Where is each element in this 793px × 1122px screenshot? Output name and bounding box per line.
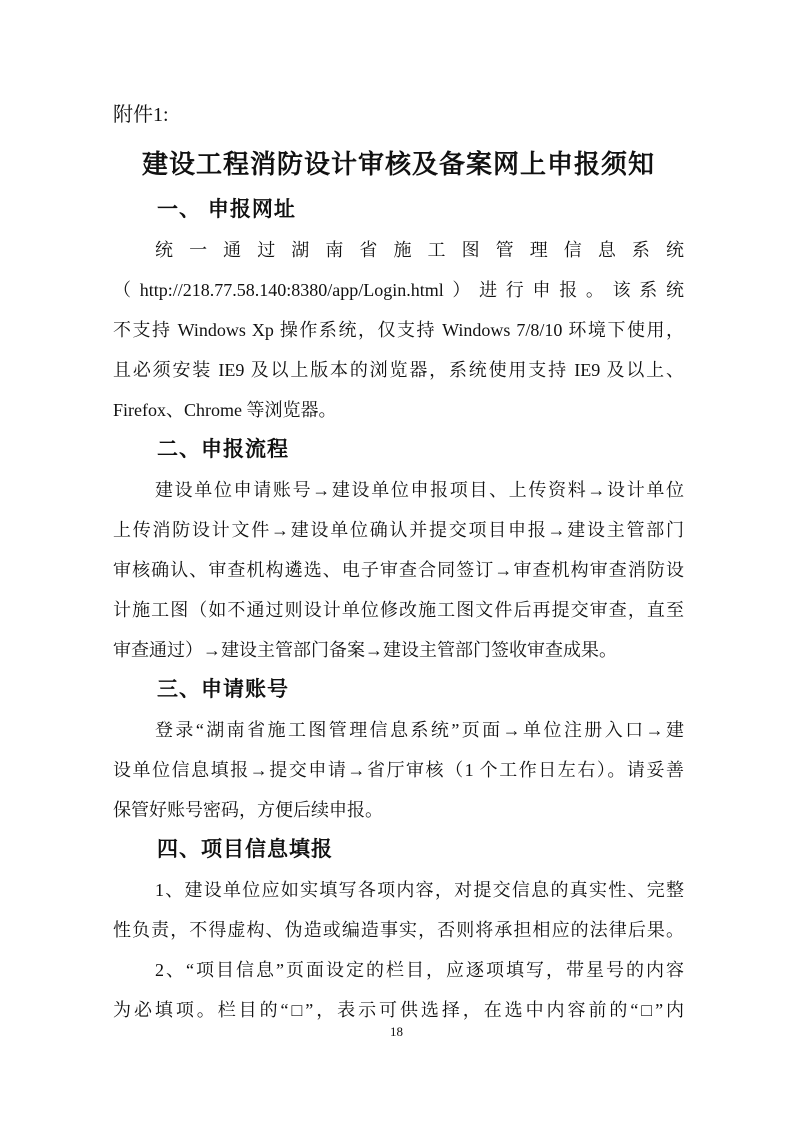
paragraph-line: 建设单位申请账号→建设单位申报项目、上传资料→设计单位	[155, 480, 684, 500]
paragraph-line: Firefox、Chrome 等浏览器。	[113, 400, 337, 420]
section-heading-application-url: 一、 申报网址	[157, 198, 296, 221]
paragraph-line-url: （http://218.77.58.140:8380/app/Login.html）进行申报。该系统	[113, 280, 684, 300]
paragraph-line: 计施工图（如不通过则设计单位修改施工图文件后再提交审查，直至	[113, 600, 684, 620]
paragraph-line: 1、建设单位应如实填写各项内容，对提交信息的真实性、完整	[155, 880, 684, 900]
paragraph-line: 统一通过湖南省施工图管理信息系统	[155, 240, 684, 260]
paragraph-line: 性负责，不得虚构、伪造或编造事实，否则将承担相应的法律后果。	[113, 920, 684, 940]
section-heading-application-process: 二、申报流程	[157, 438, 289, 461]
paragraph-line: 上传消防设计文件→建设单位确认并提交项目申报→建设主管部门	[113, 520, 684, 540]
document-content	[113, 100, 684, 1030]
paragraph-line: 登录“湖南省施工图管理信息系统”页面→单位注册入口→建	[155, 720, 684, 740]
page-number: 18	[390, 1024, 403, 1039]
paragraph-line: 2、“项目信息”页面设定的栏目，应逐项填写，带星号的内容	[155, 960, 684, 980]
paragraph-line: 且必须安装 IE9 及以上版本的浏览器，系统使用支持 IE9 及以上、	[113, 360, 684, 380]
paragraph-line: 审查通过）→建设主管部门备案→建设主管部门签收审查成果。	[113, 640, 617, 660]
paragraph-line: 不支持 Windows Xp 操作系统，仅支持 Windows 7/8/10 环境下使用，	[113, 320, 684, 340]
section-heading-account-request: 三、申请账号	[157, 678, 289, 701]
document-title: 建设工程消防设计审核及备案网上申报须知	[141, 150, 655, 179]
section-heading-project-info: 四、项目信息填报	[157, 838, 333, 861]
paragraph-line: 设单位信息填报→提交申请→省厅审核（1 个工作日左右）。请妥善	[113, 760, 684, 780]
paragraph-line: 保管好账号密码，方便后续申报。	[113, 800, 383, 820]
attachment-label: 附件1:	[113, 104, 169, 126]
paragraph-line: 审核确认、审查机构遴选、电子审查合同签订→审查机构审查消防设	[113, 560, 684, 580]
paragraph-line: 为必填项。栏目的“□”，表示可供选择，在选中内容前的“□”内	[113, 1000, 684, 1020]
